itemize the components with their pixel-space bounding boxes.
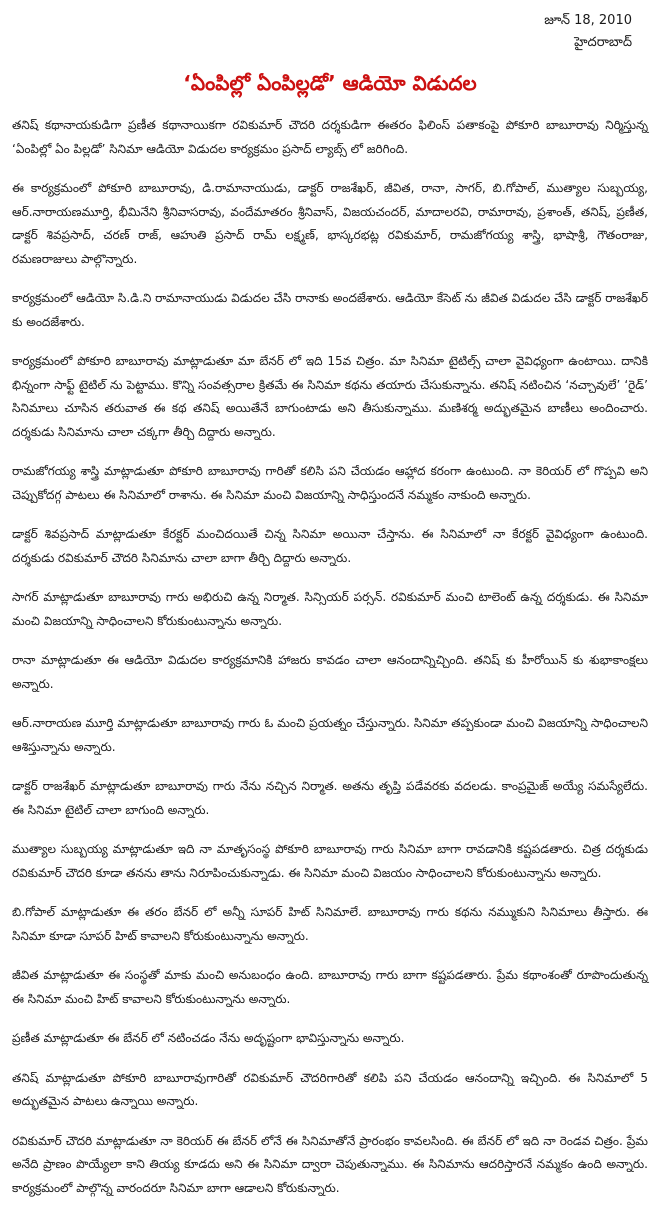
article-body xyxy=(12,114,648,1216)
paragraph: రవికుమార్ చౌదరి మాట్లాడుతూ నా కెరియర్ ఈ బేనర్ లోనే ఈ సినిమాతోనే ప్రారంభం కావలసింది. ఈ బేనర్ లో ఇది నా రెండవ చిత్రం. ప్రేమ అనేది ప్రాణం పొయ్యేలా కాని తియ్య కూడదు అని ఈ సినిమా ద్వారా చెపుతున్నాము. ఈ సినిమాను ఆదరిస్తారనే నమ్మకం ఉంది అన్నారు. కార్యక్రమంలో పాల్గొన్న వారందరూ సినిమా బాగా ఆడాలని కోరుకున్నారు. xyxy=(12,1133,648,1195)
article-date: జూన్ 18, 2010 xyxy=(544,13,632,28)
paragraph: ప్రణీత మాట్లాడుతూ ఈ బేనర్ లో నటించడం నేను అదృష్టంగా భావిస్తున్నాను అన్నారు. xyxy=(12,1031,405,1045)
paragraph: ముత్యాల సుబ్బయ్య మాట్లాడుతూ ఇది నా మాతృసంస్థ పోకూరి బాబూరావు గారు సినిమా బాగా రావడానికి కష్టపడతారు. చిత్ర దర్శకుడు రవికుమార్ చౌదరి కూడా తనను తాను నిరూపించుకున్నాడు. ఈ సినిమా మంచి విజయం సాధించాలని కోరుకుంటున్నాను అన్నారు. xyxy=(12,842,648,880)
paragraph: సాగర్ మాట్లాడుతూ బాబూరావు గారు అభిరుచి ఉన్న నిర్మాత. సిన్సియర్ పర్సన్. రవికుమార్ మంచి టాలెంట్ ఉన్న దర్శకుడు. ఈ సినిమా మంచి విజయాన్ని సాధించాలని కోరుకుంటున్నాను అన్నారు. xyxy=(12,590,648,628)
paragraph: డాక్టర్ శివప్రసాద్ మాట్లాడుతూ కేరక్టర్ మంచిదయితే చిన్న సినిమా అయినా చేస్తాను. ఈ సినిమాలో నా కేరక్టర్ వైవిధ్యంగా ఉంటుంది. దర్శకుడు రవికుమార్ చౌదరి సినిమాను చాలా బాగా తీర్చి దిద్దారు అన్నారు. xyxy=(12,527,648,565)
paragraph: బి.గోపాల్ మాట్లాడుతూ ఈ తరం బేనర్ లో అన్నీ సూపర్ హిట్ సినిమాలే. బాబూరావు గారు కథను నమ్ముకుని సినిమాలు తీస్తారు. ఈ సినిమా కూడా సూపర్ హిట్ కావాలని కోరుకుంటున్నాను అన్నారు. xyxy=(12,905,648,943)
paragraph: కార్యక్రమంలో ఆడియో సి.డి.ని రామానాయుడు విడుదల చేసి రానాకు అందజేశారు. ఆడియో కేసెట్ ను జీవిత విడుదల చేసి డాక్టర్ రాజశేఖర్ కు అందజేశారు. xyxy=(12,291,648,329)
paragraph: రామజోగయ్య శాస్త్రి మాట్లాడుతూ పోకూరి బాబూరావు గారితో కలిసి పని చేయడం ఆహ్లాద కరంగా ఉంటుంది. నా కెరియర్ లో గొప్పవి అని చెప్పుకోదగ్గ పాటలు ఈ సినిమాలో రాశాను. ఈ సినిమా మంచి విజయాన్ని సాధిస్తుందనే నమ్మకం నాకుంది అన్నారు. xyxy=(12,464,648,502)
paragraph: రానా మాట్లాడుతూ ఈ ఆడియో విడుదల కార్యక్రమానికి హాజరు కావడం చాలా ఆనందాన్నిచ్చింది. తనిష్ కు హీరోయిన్ కు శుభాకాంక్షలు అన్నారు. xyxy=(12,653,648,691)
paragraph: తనిష్ మాట్లాడుతూ పోకూరి బాబూరావుగారితో రవికుమార్ చౌదరిగారితో కలిపి పని చేయడం ఆనందాన్ని ఇచ్చింది. ఈ సినిమాలో 5 అద్భుతమైన పాటలు ఉన్నాయి అన్నారు. xyxy=(12,1070,648,1108)
headline: ‘ఏంపిల్లో ఏంపిల్లడో’ ఆడియో విడుదల xyxy=(183,71,477,95)
article-place: హైదరాబాద్ xyxy=(574,35,632,50)
paragraph: డాక్టర్ రాజశేఖర్ మాట్లాడుతూ బాబూరావు గారు నేను నచ్చిన నిర్మాత. అతను తృప్తి పడేవరకు వదలడు. కాంప్రమైజ్ అయ్యే సమస్యేలేదు. ఈ సినిమా టైటిల్ చాలా బాగుంది అన్నారు. xyxy=(12,779,648,817)
paragraph: కార్యక్రమంలో పోకూరి బాబూరావు మాట్లాడుతూ మా బేనర్ లో ఇది 15వ చిత్రం. మా సినిమా టైటిల్స్ చాలా వైవిధ్యంగా ఉంటాయి. దానికి భిన్నంగా సాఫ్ట్ టైటిల్ ను పెట్టాము. కొన్ని సంవత్సరాల క్రితమే ఈ సినిమా కథను తయారు చేసుకున్నాను. తనిష్ నటించిన ‘నచ్చావులే’ ‘రైడ్’ సినిమాలు చూసిన తరువాత ఈ కథ తనిష్ అయితేనే బాగుంటాడు అని తీసుకున్నాము. మణిశర్మ అద్భుతమైన బాణీలు అందించారు. దర్శకుడు సినిమాను చాలా చక్కగా తీర్చి దిద్దారు అన్నారు. xyxy=(12,354,648,439)
paragraph: జీవిత మాట్లాడుతూ ఈ సంస్థతో మాకు మంచి అనుబంధం ఉంది. బాబూరావు గారు బాగా కష్టపడతారు. ప్రేమ కథాంశంతో రూపొందుతున్న ఈ సినిమా మంచి హిట్ కావాలని కోరుకుంటున్నాను అన్నారు. xyxy=(12,968,648,1006)
dateline xyxy=(492,10,632,54)
paragraph: ఆర్.నారాయణ మూర్తి మాట్లాడుతూ బాబూరావు గారు ఓ మంచి ప్రయత్నం చేస్తున్నారు. సినిమా తప్పకుండా మంచి విజయాన్ని సాధించాలని ఆశిస్తున్నాను అన్నారు. xyxy=(12,716,648,754)
paragraph: తనిష్ కథానాయకుడిగా ప్రణీత కథానాయికగా రవికుమార్ చౌదరి దర్శకుడిగా ఈతరం ఫిలింస్ పతాకంపై పోకూరి బాబూరావు నిర్మిస్తున్న ‘ఏంపిల్లో ఏం పిల్లడో’ సినిమా ఆడియో విడుదల కార్యక్రమం ప్రసాద్ ల్యాబ్స్ లో జరిగింది. xyxy=(12,118,648,156)
paragraph: ఈ కార్యక్రమంలో పోకూరి బాబూరావు, డి.రామానాయుడు, డాక్టర్ రాజశేఖర్, జీవిత, రానా, సాగర్, బి.గోపాల్, ముత్యాల సుబ్బయ్య, ఆర్.నారాయణమూర్తి, భీమినేని శ్రీనివాసరావు, వందేమాతరం శ్రీనివాస్, విజయచందర్, మాదాలరవి, రామారావు, ప్రశాంత్, తనిష్, ప్రణీత, డాక్టర్ శివప్రసాద్, చరణ్ రాజ్, ఆహుతి ప్రసాద్ రామ్ లక్ష్మణ్, భాస్కరభట్ల రవికుమార్, రామజోగయ్య శాస్త్రి, భాషాశ్రీ, గౌతంరాజు, రమణరాజులు పాల్గొన్నారు. xyxy=(12,181,648,266)
